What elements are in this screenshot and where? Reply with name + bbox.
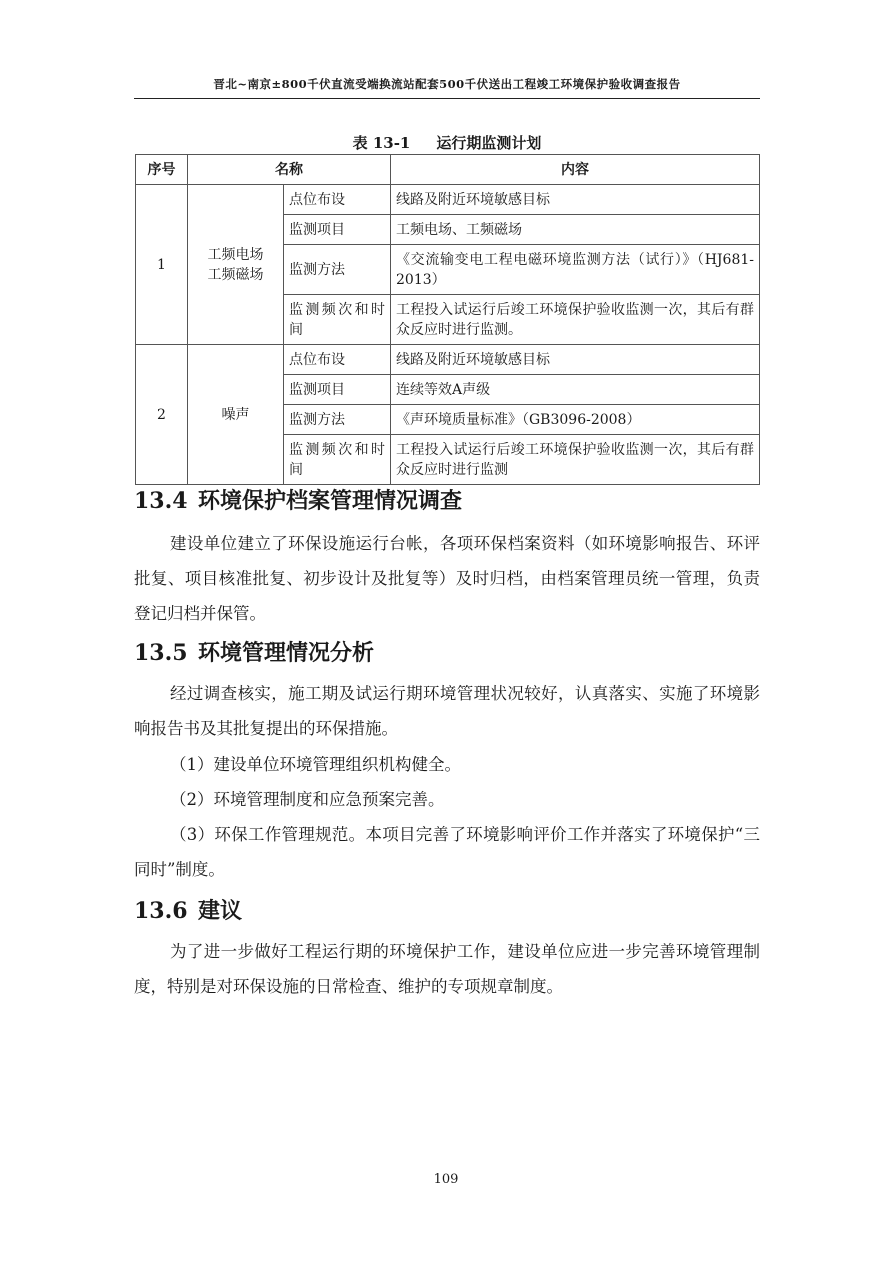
table-header-row — [136, 155, 760, 185]
section-heading — [134, 636, 374, 667]
row-label-cell: 监测频次和时间 — [284, 295, 391, 345]
row-label-cell: 监测方法 — [284, 245, 391, 295]
row-content-cell: 工频电场、工频磁场 — [391, 215, 760, 245]
table-caption-number: 表 13-1 — [352, 134, 411, 152]
header-content: 内容 — [391, 155, 760, 185]
header-seq: 序号 — [136, 155, 188, 185]
row-content-cell: 连续等效A声级 — [391, 375, 760, 405]
group-seq-cell: 1 — [136, 185, 188, 345]
section-heading — [134, 484, 462, 515]
monitoring-plan-table — [135, 154, 760, 485]
row-label-cell: 点位布设 — [284, 185, 391, 215]
table-row — [136, 185, 760, 215]
row-content-cell: 线路及附近环境敏感目标 — [391, 185, 760, 215]
section-number: 13.6 — [134, 898, 188, 924]
group-name-line: 工频磁场 — [207, 266, 264, 283]
row-label-cell: 监测方法 — [284, 405, 391, 435]
body-paragraph: 建设单位建立了环保设施运行台帐，各项环保档案资料（如环境影响报告、环评批复、项目核准批复、初步设计及批复等）及时归档，由档案管理员统一管理，负责登记归档并保管。 — [134, 534, 760, 623]
table-caption-title: 运行期监测计划 — [436, 134, 542, 152]
section-heading — [134, 894, 242, 925]
table-row — [136, 345, 760, 375]
page-number: 109 — [433, 1172, 459, 1187]
row-label-cell: 监测频次和时间 — [284, 435, 391, 485]
section-title: 环境保护档案管理情况调查 — [198, 488, 463, 514]
list-item: （1）建设单位环境管理组织机构健全。 — [170, 755, 461, 774]
group-seq-cell: 2 — [136, 345, 188, 485]
body-paragraph: 为了进一步做好工程运行期的环境保护工作，建设单位应进一步完善环境管理制度，特别是对环保设施的日常检查、维护的专项规章制度。 — [134, 942, 760, 996]
row-content-cell: 线路及附近环境敏感目标 — [391, 345, 760, 375]
table-caption — [134, 132, 760, 153]
header-divider — [134, 98, 760, 99]
running-header: 晋北~南京±800千伏直流受端换流站配套500千伏送出工程竣工环境保护验收调查报告 — [213, 77, 681, 91]
header-name: 名称 — [188, 155, 391, 185]
row-content-cell: 工程投入试运行后竣工环境保护验收监测一次，其后有群众反应时进行监测。 — [391, 295, 760, 345]
row-content-cell: 工程投入试运行后竣工环境保护验收监测一次，其后有群众反应时进行监测 — [391, 435, 760, 485]
row-label-cell: 点位布设 — [284, 345, 391, 375]
group-name-line: 工频电场 — [207, 246, 264, 263]
group-name-cell — [188, 185, 284, 345]
group-name-cell — [188, 345, 284, 485]
row-label-cell: 监测项目 — [284, 375, 391, 405]
section-title: 建议 — [198, 898, 243, 924]
list-item: （3）环保工作管理规范。本项目完善了环境影响评价工作并落实了环境保护“三同时”制度。 — [134, 825, 760, 879]
row-content-cell: 《交流输变电工程电磁环境监测方法（试行）》（HJ681-2013） — [391, 245, 760, 295]
list-item: （2）环境管理制度和应急预案完善。 — [170, 790, 445, 809]
body-paragraph: 经过调查核实，施工期及试运行期环境管理状况较好，认真落实、实施了环境影响报告书及其批复提出的环保措施。 — [134, 684, 760, 738]
group-name-line: 噪声 — [221, 406, 250, 423]
row-label-cell: 监测项目 — [284, 215, 391, 245]
section-title: 环境管理情况分析 — [198, 640, 375, 666]
section-number: 13.5 — [134, 640, 188, 666]
row-content-cell: 《声环境质量标准》（GB3096-2008） — [391, 405, 760, 435]
section-number: 13.4 — [134, 488, 188, 514]
